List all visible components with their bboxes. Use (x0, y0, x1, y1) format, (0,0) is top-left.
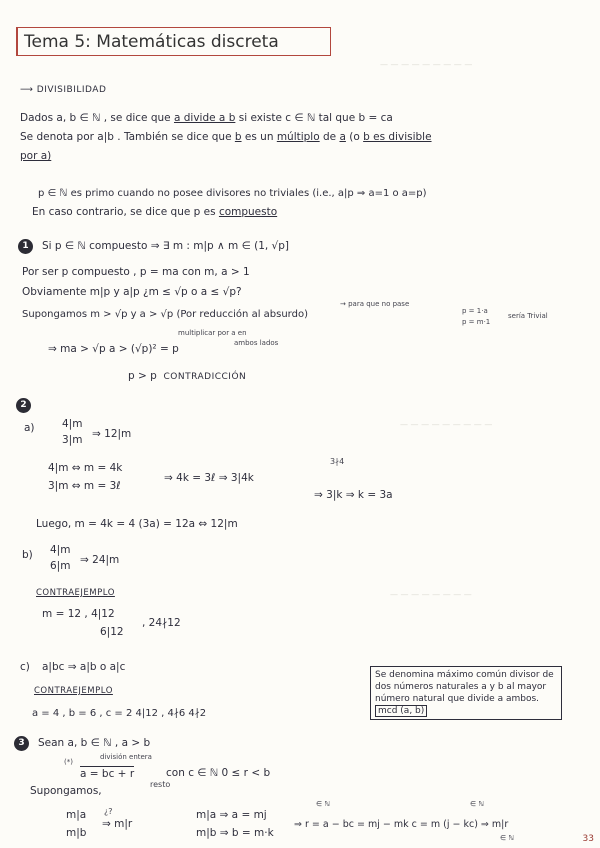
ex3-left-1: m|a (66, 809, 87, 821)
ex1-side-note: → para que no pase (340, 300, 410, 308)
ex1-multiply-note: multiplicar por a en (178, 329, 247, 337)
ex1-line-5: ⇒ ma > √p a > (√p)² = p (48, 343, 179, 355)
ex3-natural-mark-3: ∈ ℕ (500, 834, 514, 842)
ex2a-step-4: ⇒ 3|k ⇒ k = 3a (314, 489, 393, 501)
ex2c-label: c) (20, 661, 30, 673)
ex3-natural-mark-2: ∈ ℕ (470, 800, 484, 808)
prime-definition: p ∈ ℕ es primo cuando no posee divisores no triviales (i.e., a|p ⇒ a=1 o a=p) (38, 188, 427, 199)
ex1-line-2: Por ser p compuesto , p = ma con m, a > 1 (22, 266, 250, 278)
definition-line-3: por a) (20, 150, 52, 162)
page-title: Tema 5: Matemáticas discreta (24, 32, 279, 52)
ex3-left-conclusion: ⇒ m|r (102, 818, 133, 830)
bleed-through-texture: — — — — — — — — — (400, 420, 493, 429)
ex2b-premise-1: 4|m (50, 544, 71, 556)
ex2a-step-3: ⇒ 4k = 3ℓ ⇒ 3|4k (164, 472, 254, 484)
definition-line-1: Dados a, b ∈ ℕ , se dice que a divide a b si existe c ∈ ℕ tal que b = ca (20, 112, 393, 124)
ex2c-line-1: a = 4 , b = 6 , c = 2 4|12 , 4∤6 4∤2 (32, 708, 207, 719)
definition-line-2: Se denota por a|b . También se dice que b es un múltiplo de a (o b es divisible (20, 131, 432, 143)
ex2c-counterexample-heading: CONTRAEJEMPLO (34, 686, 113, 696)
ex3-statement: Sean a, b ∈ ℕ , a > b (38, 737, 151, 749)
mcd-definition-box: Se denomina máximo común divisor de dos números naturales a y b al mayor número natural que divide a ambos. mcd (a, b) (370, 666, 562, 720)
ex3-integer-division-note: división entera (100, 753, 152, 761)
ex2a-note: 3∤4 (330, 457, 345, 466)
ex2a-label: a) (24, 422, 35, 434)
ex2a-step-2: 3|m ⇔ m = 3ℓ (48, 480, 121, 492)
ex2b-label: b) (22, 549, 33, 561)
ex2a-step-5: Luego, m = 4k = 4 (3a) = 12a ⇔ 12|m (36, 518, 238, 530)
ex2b-line-1: m = 12 , 4|12 (42, 608, 115, 620)
ex3-right-2: m|b ⇒ b = m·k (196, 827, 274, 839)
ex3-equation: a = bc + r (80, 768, 135, 780)
ex1-line-6: p > p CONTRADICCIÓN (128, 370, 247, 382)
ex3-conditions: con c ∈ ℕ 0 ≤ r < b (166, 767, 271, 779)
mcd-notation: mcd (a, b) (375, 705, 427, 717)
ex3-supongamos: Supongamos, (30, 785, 102, 797)
ex2b-line-2: 6|12 (100, 626, 124, 638)
exercise-2-number: 2 (16, 398, 31, 413)
ex2c-statement: a|bc ⇒ a|b o a|c (42, 661, 126, 673)
ex2b-line-3: , 24∤12 (142, 617, 181, 629)
composite-definition: En caso contrario, se dice que p es compuesto (32, 206, 278, 218)
exercise-1-number: 1 (18, 239, 33, 254)
ex1-line-3: Obviamente m|p y a|p ¿m ≤ √p o a ≤ √p? (22, 286, 242, 298)
ex3-natural-mark-1: ∈ ℕ (316, 800, 330, 808)
ex3-question: ¿? (104, 807, 113, 816)
ex1-side-p1: p = 1·a (462, 307, 488, 315)
ex1-both-sides-note: ambos lados (234, 339, 279, 347)
ex3-left-2: m|b (66, 827, 87, 839)
ex2a-premise-1: 4|m (62, 418, 83, 430)
bleed-through-texture: — — — — — — — — — (380, 60, 473, 69)
ex1-statement: Si p ∈ ℕ compuesto ⇒ ∃ m : m|p ∧ m ∈ (1, √p] (42, 240, 290, 252)
exercise-3-number: 3 (14, 736, 29, 751)
ex1-side-trivial: sería Trivial (508, 312, 548, 320)
ex2b-counterexample-heading: CONTRAEJEMPLO (36, 588, 115, 598)
ex3-right-3: ⇒ r = a − bc = mj − mk c = m (j − kc) ⇒ m|r (294, 819, 509, 830)
ex1-side-p2: p = m·1 (462, 318, 491, 326)
ex2a-conclusion: ⇒ 12|m (92, 428, 132, 440)
ex2a-premise-2: 3|m (62, 434, 83, 446)
ex3-remainder-note: resto (150, 780, 171, 789)
ex1-line-4: Supongamos m > √p y a > √p (Por reducción al absurdo) (22, 309, 308, 320)
ex2b-premise-2: 6|m (50, 560, 71, 572)
ex2a-step-1: 4|m ⇔ m = 4k (48, 462, 123, 474)
ex2b-conclusion: ⇒ 24|m (80, 554, 120, 566)
section-heading: ⟶ DIVISIBILIDAD (20, 85, 107, 95)
ex3-right-1: m|a ⇒ a = mj (196, 809, 267, 821)
arrow-icon: ⟶ (20, 85, 37, 95)
page-number: 33 (582, 834, 594, 844)
ex3-star: (*) (64, 758, 73, 766)
bleed-through-texture: — — — — — — — — (390, 590, 472, 599)
